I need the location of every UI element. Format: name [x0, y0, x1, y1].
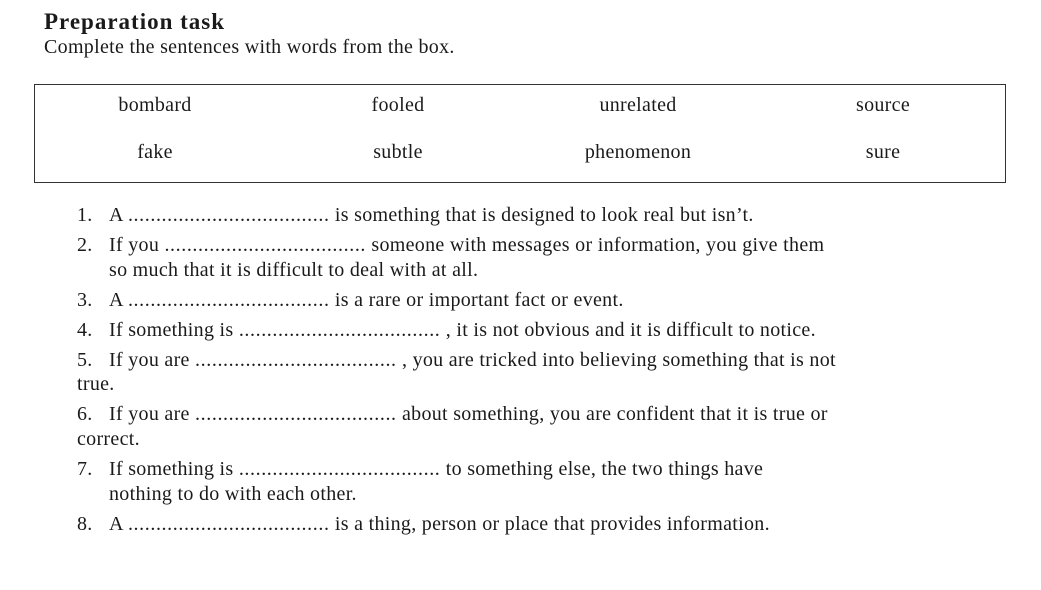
sentence-number: 5.: [77, 349, 93, 371]
sentence-text-before: If something is: [109, 458, 234, 480]
sentence-number: 3.: [77, 289, 93, 311]
sentence-6-continuation: correct.: [77, 428, 140, 450]
sentence-text-before: A: [109, 513, 123, 535]
word-fooled: fooled: [371, 94, 425, 116]
sentence-number: 6.: [77, 403, 93, 425]
sentence-text-after: , you are tricked into believing something that is not: [401, 349, 836, 371]
answer-blank[interactable]: ....................................: [164, 234, 367, 256]
sentence-7: [77, 457, 763, 481]
sentence-1: [77, 203, 754, 227]
sentence-text-after: someone with messages or information, you give them: [371, 234, 825, 256]
sentence-2: [77, 233, 824, 257]
answer-blank[interactable]: ....................................: [195, 349, 397, 371]
sentence-4: [77, 318, 816, 342]
sentence-text-before: If something is: [109, 319, 234, 341]
sentence-text-after: , it is not obvious and it is difficult to notice.: [445, 319, 816, 341]
sentence-8: [77, 512, 770, 536]
answer-blank[interactable]: ....................................: [127, 289, 330, 311]
sentence-text-after: to something else, the two things have: [445, 458, 764, 480]
sentence-2-continuation: so much that it is difficult to deal with at all.: [109, 259, 479, 281]
answer-blank[interactable]: ....................................: [127, 513, 330, 535]
answer-blank[interactable]: ....................................: [127, 204, 330, 226]
word-fake: fake: [137, 141, 173, 163]
sentence-text-after: is a thing, person or place that provides information.: [334, 513, 770, 535]
instruction-text: Complete the sentences with words from the box.: [44, 36, 455, 58]
word-source: source: [856, 94, 910, 116]
page-title: Preparation task: [44, 9, 226, 34]
sentence-text-after: about something, you are confident that it is true or: [401, 403, 828, 425]
sentence-text-before: If you are: [109, 349, 190, 371]
sentence-7-continuation: nothing to do with each other.: [109, 483, 357, 505]
word-subtle: subtle: [373, 141, 423, 163]
answer-blank[interactable]: ....................................: [238, 458, 441, 480]
word-sure: sure: [865, 141, 901, 163]
sentence-5-continuation: true.: [77, 373, 115, 395]
answer-blank[interactable]: ....................................: [238, 319, 441, 341]
sentence-number: 1.: [77, 204, 93, 226]
sentence-number: 4.: [77, 319, 93, 341]
sentence-5: [77, 348, 836, 372]
answer-blank[interactable]: ....................................: [195, 403, 397, 425]
word-bombard: bombard: [118, 94, 192, 116]
word-box: [34, 84, 1006, 183]
word-unrelated: unrelated: [599, 94, 677, 116]
sentence-text-before: A: [109, 204, 123, 226]
sentence-text-before: A: [109, 289, 123, 311]
sentence-number: 2.: [77, 234, 93, 256]
sentence-number: 7.: [77, 458, 93, 480]
word-phenomenon: phenomenon: [584, 141, 692, 163]
sentence-text-after: is a rare or important fact or event.: [334, 289, 624, 311]
sentence-text-before: If you: [109, 234, 160, 256]
sentence-text-before: If you are: [109, 403, 190, 425]
sentence-number: 8.: [77, 513, 93, 535]
sentence-6: [77, 402, 828, 426]
sentence-text-after: is something that is designed to look real but isn’t.: [334, 204, 754, 226]
sentence-3: [77, 288, 624, 312]
